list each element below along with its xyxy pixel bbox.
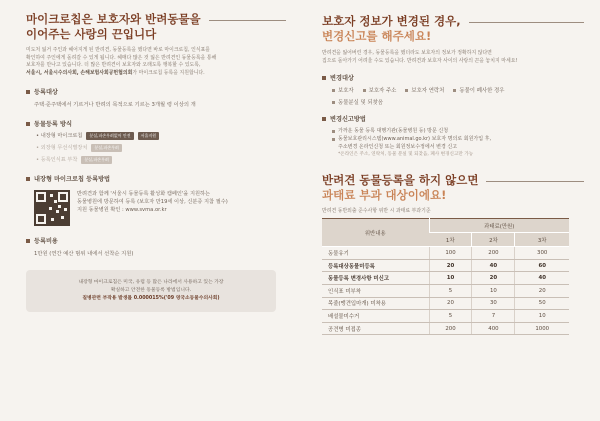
square-bullet-icon — [322, 117, 326, 121]
method-tag: 서울지원 — [138, 132, 159, 140]
table-cell-value: 10 — [429, 272, 472, 285]
right-title-line2: 변경신고를 해주세요! — [322, 29, 432, 43]
intro-line: 보호자를 만나고 있습니다. 더 많은 반려견이 보호자와 오래도록 행복할 수 있도록, — [26, 62, 201, 69]
section-report — [322, 114, 584, 159]
table-cell-value: 60 — [515, 259, 569, 272]
fine-table — [322, 218, 569, 335]
section-changes — [322, 73, 584, 106]
section-target — [26, 87, 286, 109]
intro-strong: 서울시, 서울시수의사회, 손해보험사회공헌협의회 — [26, 69, 133, 76]
section-title: 동물등록 방식 — [34, 121, 73, 129]
table-header-col: 2차 — [472, 233, 515, 247]
method-tag: 분실,파손우려없어 안전 — [86, 132, 133, 140]
square-bullet-icon — [26, 239, 30, 243]
right-intro — [322, 50, 584, 65]
how-text — [77, 190, 228, 226]
table-cell-value: 30 — [472, 297, 515, 310]
square-bullet-icon — [26, 177, 30, 181]
method-tag: 분실,파손우려 — [91, 144, 121, 152]
section-methods — [26, 119, 286, 164]
table-cell-value: 200 — [472, 247, 515, 260]
method-tag: 분실,파손우려 — [81, 156, 111, 164]
table-row — [322, 297, 569, 310]
section-title: 등록비용 — [34, 238, 58, 246]
right-page — [300, 0, 600, 421]
changes-row — [332, 86, 584, 94]
table-cell-value: 20 — [472, 272, 515, 285]
report-item: 가까운 동물 등록 대행기관(동물병원 등) 방문 신청 — [332, 127, 584, 135]
heading-divider — [469, 22, 584, 23]
change-item: 보호자 주소 — [363, 86, 397, 94]
section-body: 주택·준주택에서 기르거나 반려의 목적으로 기르는 3개월 령 이상의 개 — [34, 102, 196, 109]
right-title-line1: 보호자 정보가 변경된 경우, — [322, 14, 461, 28]
fine-heading — [322, 173, 584, 203]
intro-line: 반려견을 잃어버린 경우, 동물등록을 했더라도 보호자의 정보가 정확하지 않다면 — [322, 50, 492, 56]
change-item: 동물이 폐사한 경우 — [453, 86, 504, 94]
report-item: 동물보호관리시스템(www.animal.go.kr) 보호자 명의로 회원가입 후, — [332, 135, 584, 143]
left-title — [26, 12, 201, 42]
table-cell-item: 배설물미수거 — [322, 310, 429, 323]
heading-divider — [486, 181, 584, 182]
intro-tail: 가 마이크로칩 등록을 지원합니다. — [132, 69, 205, 76]
table-cell-value: 20 — [515, 284, 569, 297]
table-cell-value: 5 — [429, 284, 472, 297]
right-heading — [322, 14, 584, 44]
table-cell-value: 100 — [429, 247, 472, 260]
table-row — [322, 322, 569, 335]
table-cell-value: 10 — [515, 310, 569, 323]
how-line: 반려견과 함께 '서울시 동물등록 활성화 캠페인'을 지원하는 — [77, 191, 211, 198]
fine-title-line1: 반려견 동물등록을 하지 않으면 — [322, 173, 479, 188]
table-row — [322, 259, 569, 272]
table-cell-value: 1000 — [515, 322, 569, 335]
method-label: • 등록인식표 부착 — [36, 157, 78, 164]
square-bullet-icon — [26, 122, 30, 126]
intro-line: 확인하여 주인에게 돌려갈 수 있게 됩니다. 헤매다 많은 것 잃은 반려견인 동물등록을 통해 — [26, 54, 217, 61]
table-cell-item: 인식표 미부착 — [322, 284, 429, 297]
table-cell-item: 목줄(맹견입마개) 미착용 — [322, 297, 429, 310]
table-row — [322, 284, 569, 297]
qr-code-icon — [34, 190, 70, 226]
left-title-line1: 마이크로칩은 보호자와 반려동물을 — [26, 12, 201, 26]
table-cell-value: 50 — [515, 297, 569, 310]
intro-line: 미도처 잃거 주인과 헤어지게 된 반려견, 동물등록을 했다면 바로 마이크로칩, 인식표를 — [26, 47, 211, 53]
report-note: *온라인은 주소, 연락처, 동물 분실 및 되찾음, 폐사 변경신고만 가능 — [338, 152, 474, 158]
intro-line — [26, 70, 271, 78]
table-cell-value: 5 — [429, 310, 472, 323]
change-item: 보호자 — [332, 86, 354, 94]
square-bullet-icon — [26, 90, 30, 94]
how-line: 지원 동물병원 확인 : www.svma.or.kr — [77, 207, 167, 214]
changes-row — [332, 98, 584, 106]
change-item: 보호자 연락처 — [405, 86, 444, 94]
info-line: 확실하고 안전한 동물등록 방법입니다. — [110, 288, 192, 294]
table-cell-value: 200 — [429, 322, 472, 335]
section-title: 변경대상 — [330, 75, 354, 83]
report-list — [332, 127, 584, 159]
table-row — [322, 310, 569, 323]
table-cell-item: 동물유기 — [322, 247, 429, 260]
heading-divider — [209, 20, 286, 21]
section-cost — [26, 236, 286, 258]
table-cell-value: 400 — [472, 322, 515, 335]
table-header-col: 1차 — [429, 233, 472, 247]
table-cell-value: 7 — [472, 310, 515, 323]
method-item — [36, 131, 286, 140]
table-row — [322, 247, 569, 260]
table-header-item: 위반내용 — [322, 219, 429, 247]
table-cell-item: 등록대상동물미등록 — [322, 259, 429, 272]
table-cell-value: 40 — [515, 272, 569, 285]
table-cell-item: 공견병 미접종 — [322, 322, 429, 335]
table-cell-value: 40 — [472, 259, 515, 272]
table-cell-value: 20 — [429, 259, 472, 272]
left-title-line2: 이어주는 사랑의 끈입니다 — [26, 27, 157, 41]
table-header-group: 과태료(만원) — [429, 219, 569, 233]
section-title: 변경신고방법 — [330, 116, 366, 124]
table-cell-value: 300 — [515, 247, 569, 260]
left-intro — [26, 47, 271, 77]
fine-title-line2: 과태료 부과 대상이에요! — [322, 188, 447, 203]
report-item-cont: 주소변경 온라인신청 또는 회원정보수정에서 변경 신고 — [338, 144, 458, 151]
right-title — [322, 14, 461, 44]
fine-title — [322, 173, 478, 203]
intro-line: 집으로 돌아가기 어려울 수도 있습니다. 반려견과 보호자 사이의 사랑의 끈을 놓치지 마세요! — [322, 57, 518, 64]
table-cell-value: 10 — [472, 284, 515, 297]
fine-subtitle: 반려견 동반외출 준수사항 위반 시 과태료 부과기준 — [322, 208, 431, 215]
section-title: 내장형 마이크로칩 등록방법 — [34, 176, 111, 184]
method-item — [36, 155, 286, 164]
method-label: • 외장형 무선식별장치 — [36, 145, 88, 152]
table-cell-item: 동물등록 변경사항 미신고 — [322, 272, 429, 285]
section-body: 1만원 (연간 예산 범위 내에서 선착순 지원) — [34, 251, 134, 258]
info-strong: 질병관련 부작용 발생률 0.000015%('09 영국소동물수의사회) — [82, 295, 220, 301]
section-how — [26, 174, 286, 226]
info-box — [26, 270, 276, 311]
how-line: 동물병원에 방문하여 등록 (보호자 만19세 이상, 신분증 지참 필수) — [77, 199, 228, 206]
info-line: 내장형 마이크로칩은 미국, 유럽 등 많은 나라에서 사용하고 있는 가장 — [78, 280, 224, 286]
table-cell-value: 20 — [429, 297, 472, 310]
section-title: 등록대상 — [34, 89, 58, 97]
method-label: • 내장형 마이크로칩 — [36, 133, 83, 140]
table-row — [322, 272, 569, 285]
table-header-col: 3차 — [515, 233, 569, 247]
method-item — [36, 143, 286, 152]
left-heading — [26, 12, 286, 42]
square-bullet-icon — [322, 76, 326, 80]
change-item: 동물분실 및 되찾음 — [332, 98, 383, 106]
